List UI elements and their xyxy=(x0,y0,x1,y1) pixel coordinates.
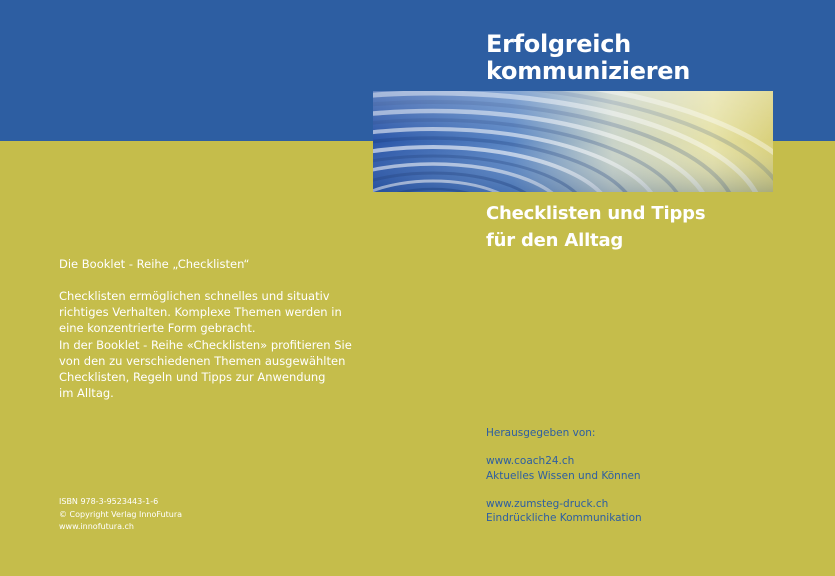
description-line: In der Booklet - Reihe «Checklisten» profitieren Sie xyxy=(59,337,352,352)
description-line: im Alltag. xyxy=(59,386,114,401)
publisher-url: www.coach24.ch xyxy=(486,455,575,468)
description-line: von den zu verschiedenen Themen ausgewählten xyxy=(59,353,346,368)
cover-subtitle-line1: Checklisten und Tipps xyxy=(486,203,706,224)
description-line: richtiges Verhalten. Komplexe Themen werden in xyxy=(59,305,342,320)
water-ripple-image xyxy=(373,91,773,192)
series-heading: Die Booklet - Reihe „Checklisten“ xyxy=(59,257,250,271)
publisher-label: Herausgegeben von: xyxy=(486,427,596,439)
copyright-text: © Copyright Verlag InnoFutura xyxy=(59,509,183,519)
publisher-tagline: Eindrückliche Kommunikation xyxy=(486,512,642,525)
publisher-tagline: Aktuelles Wissen und Können xyxy=(486,469,641,482)
cover-title-line2: kommunizieren xyxy=(486,57,690,85)
description-line: eine konzentrierte Form gebracht. xyxy=(59,321,256,336)
publisher-url: www.zumsteg-druck.ch xyxy=(486,497,609,510)
cover-title-line1: Erfolgreich xyxy=(486,30,631,58)
cover-title xyxy=(486,31,690,85)
spacer xyxy=(486,483,642,497)
cover-subtitle xyxy=(486,200,705,254)
series-description xyxy=(59,288,359,401)
cover-subtitle-line2: für den Alltag xyxy=(486,230,624,251)
publisher-block xyxy=(486,426,642,525)
description-line: Checklisten, Regeln und Tipps zur Anwendung xyxy=(59,370,326,385)
isbn-text: ISBN 978-3-9523443-1-6 xyxy=(59,497,159,506)
description-line: Checklisten ermöglichen schnelles und situativ xyxy=(59,289,330,303)
spacer xyxy=(486,440,642,454)
imprint xyxy=(59,496,182,534)
imprint-website: www.innofutura.ch xyxy=(59,522,134,531)
